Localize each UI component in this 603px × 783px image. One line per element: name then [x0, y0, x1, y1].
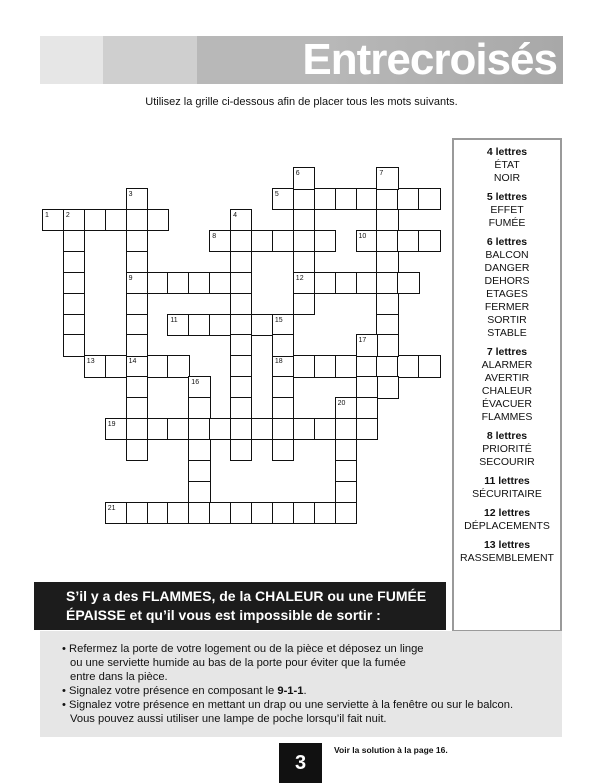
- word-group-heading: 5 lettres: [486, 191, 528, 203]
- grid-cell[interactable]: [272, 334, 294, 356]
- grid-cell[interactable]: [126, 209, 148, 231]
- grid-cell[interactable]: [293, 188, 315, 210]
- word-group-heading: 6 lettres: [486, 236, 528, 248]
- clue-number: 10: [358, 232, 367, 240]
- grid-cell[interactable]: [209, 272, 231, 294]
- grid-cell[interactable]: [63, 314, 85, 336]
- grid-cell[interactable]: [188, 397, 210, 419]
- word-group-heading: 11 lettres: [484, 475, 530, 487]
- grid-cell[interactable]: [126, 397, 148, 419]
- word-item: STABLE: [487, 327, 527, 339]
- warning-line-1: S’il y a des FLAMMES, de la CHALEUR ou une FUMÉE: [66, 588, 427, 604]
- grid-cell[interactable]: [167, 418, 189, 440]
- grid-cell[interactable]: [209, 314, 231, 336]
- clue-number: 11: [170, 316, 178, 324]
- word-item: FLAMMES: [481, 411, 533, 423]
- grid-cell[interactable]: [188, 272, 210, 294]
- grid-cell[interactable]: [335, 188, 357, 210]
- grid-cell[interactable]: [230, 334, 252, 356]
- warning-callout: [34, 582, 446, 630]
- instruction-text: Utilisez la grille ci-dessous afin de placer tous les mots suivants.: [145, 96, 458, 108]
- grid-cell[interactable]: [209, 418, 231, 440]
- grid-cell[interactable]: [293, 502, 315, 524]
- grid-cell[interactable]: [356, 355, 378, 377]
- grid-cell[interactable]: [188, 502, 210, 524]
- word-item: DÉPLACEMENTS: [464, 520, 550, 532]
- clue-number: 20: [337, 400, 346, 408]
- word-item: DANGER: [484, 262, 530, 274]
- grid-cell[interactable]: [188, 418, 210, 440]
- word-group: [454, 430, 560, 469]
- grid-cell[interactable]: [230, 230, 252, 252]
- grid-cell[interactable]: [293, 251, 315, 273]
- grid-cell[interactable]: [147, 272, 169, 294]
- tip-line: entre dans la pièce.: [70, 671, 168, 683]
- word-group: [454, 191, 560, 230]
- word-item: DEHORS: [484, 275, 530, 287]
- grid-cell[interactable]: [335, 355, 357, 377]
- clue-number: 18: [274, 358, 283, 366]
- clue-number: 8: [212, 232, 217, 240]
- grid-cell[interactable]: [230, 272, 252, 294]
- grid-cell[interactable]: [356, 188, 378, 210]
- word-item: PRIORITÉ: [482, 443, 532, 455]
- grid-cell[interactable]: [376, 355, 398, 377]
- grid-cell[interactable]: [230, 397, 252, 419]
- page-title: Entrecroisés: [302, 35, 557, 84]
- grid-cell[interactable]: [376, 376, 398, 398]
- grid-cell[interactable]: [314, 355, 336, 377]
- word-item: RASSEMBLEMENT: [460, 552, 554, 564]
- clue-number: 5: [274, 191, 279, 199]
- grid-cell[interactable]: [126, 376, 148, 398]
- grid-cell[interactable]: [397, 355, 419, 377]
- clue-number: 19: [107, 421, 116, 428]
- clue-number: 2: [65, 212, 70, 219]
- word-bank: [452, 138, 562, 632]
- grid-cell[interactable]: [272, 418, 294, 440]
- tip-text: .: [303, 685, 307, 697]
- grid-cell[interactable]: [376, 272, 398, 294]
- grid-cell[interactable]: [314, 272, 336, 294]
- safety-tips: [40, 631, 562, 737]
- grid-cell[interactable]: [335, 460, 357, 482]
- grid-cell[interactable]: [188, 481, 210, 503]
- grid-cell[interactable]: [293, 209, 315, 231]
- clue-number: 12: [295, 274, 304, 282]
- grid-cell[interactable]: [314, 188, 336, 210]
- word-group: [454, 236, 560, 340]
- solution-note: Voir la solution à la page 16.: [334, 745, 448, 755]
- grid-cell[interactable]: [397, 188, 419, 210]
- grid-cell[interactable]: [84, 209, 106, 231]
- grid-cell[interactable]: [418, 230, 440, 252]
- word-item: SORTIR: [487, 314, 527, 326]
- word-item: FUMÉE: [488, 217, 526, 229]
- clue-number: 13: [86, 358, 95, 366]
- grid-cell[interactable]: [251, 230, 273, 252]
- grid-cell[interactable]: [418, 355, 440, 377]
- grid-cell[interactable]: [272, 376, 294, 398]
- grid-cell[interactable]: [126, 418, 148, 440]
- word-item: EFFET: [490, 204, 524, 216]
- grid-cell[interactable]: [230, 418, 252, 440]
- grid-cell[interactable]: [356, 418, 378, 440]
- tip-line: ou une serviette humide au bas de la porte pour éviter que la fumée: [70, 657, 406, 669]
- grid-cell[interactable]: [293, 293, 315, 315]
- clue-number: 7: [379, 170, 384, 178]
- grid-cell[interactable]: [356, 397, 378, 419]
- word-group: [454, 539, 560, 565]
- grid-cell[interactable]: [126, 334, 148, 356]
- word-item: FERMER: [484, 301, 530, 313]
- grid-cell[interactable]: [314, 418, 336, 440]
- word-item: ALARMER: [481, 359, 533, 371]
- grid-cell[interactable]: [376, 251, 398, 273]
- word-item: ÉVACUER: [482, 398, 532, 410]
- grid-cell[interactable]: [105, 209, 127, 231]
- grid-cell[interactable]: [293, 355, 315, 377]
- grid-cell[interactable]: [272, 439, 294, 461]
- grid-cell[interactable]: [376, 334, 398, 356]
- clue-number: 4: [233, 212, 237, 219]
- grid-cell[interactable]: [376, 188, 398, 210]
- word-group-heading: 13 lettres: [483, 539, 531, 551]
- grid-cell[interactable]: [376, 209, 398, 231]
- grid-cell[interactable]: [251, 314, 273, 336]
- clue-number: 17: [358, 337, 367, 345]
- grid-cell[interactable]: [335, 439, 357, 461]
- grid-cell[interactable]: [209, 502, 231, 524]
- grid-cell[interactable]: [63, 293, 85, 315]
- grid-cell[interactable]: [272, 502, 294, 524]
- grid-cell[interactable]: [230, 293, 252, 315]
- word-group: [454, 146, 560, 185]
- grid-cell[interactable]: [335, 481, 357, 503]
- word-group: [454, 346, 560, 424]
- clue-number: 3: [128, 191, 133, 199]
- word-group: [454, 475, 560, 501]
- grid-cell[interactable]: [230, 502, 252, 524]
- clue-number: 14: [128, 358, 137, 366]
- grid-cell[interactable]: [147, 418, 169, 440]
- grid-cell[interactable]: [397, 230, 419, 252]
- grid-cell[interactable]: [167, 502, 189, 524]
- grid-cell[interactable]: [126, 439, 148, 461]
- grid-cell[interactable]: [188, 314, 210, 336]
- grid-cell[interactable]: [314, 502, 336, 524]
- grid-cell[interactable]: [397, 272, 419, 294]
- word-item: NOIR: [493, 172, 521, 184]
- clue-number: 15: [274, 316, 283, 324]
- word-group: [454, 507, 560, 533]
- grid-cell[interactable]: [376, 230, 398, 252]
- grid-cell[interactable]: [356, 272, 378, 294]
- word-group-heading: 7 lettres: [486, 346, 528, 358]
- grid-cell[interactable]: [188, 439, 210, 461]
- clue-number: 16: [191, 379, 200, 387]
- clue-number: 9: [128, 274, 133, 282]
- grid-cell[interactable]: [63, 230, 85, 252]
- page-number: 3: [279, 743, 322, 783]
- grid-cell[interactable]: [335, 272, 357, 294]
- grid-cell[interactable]: [376, 314, 398, 336]
- tip-line: • Signalez votre présence en mettant un drap ou une serviette à la fenêtre ou sur le balcon.: [62, 699, 514, 711]
- grid-cell[interactable]: [126, 502, 148, 524]
- grid-cell[interactable]: [376, 293, 398, 315]
- word-item: CHALEUR: [481, 385, 533, 397]
- grid-cell[interactable]: [356, 376, 378, 398]
- grid-cell[interactable]: [251, 502, 273, 524]
- emergency-number: 9-1-1: [277, 685, 304, 697]
- grid-cell[interactable]: [63, 251, 85, 273]
- grid-cell[interactable]: [230, 355, 252, 377]
- word-item: BALCON: [485, 249, 529, 261]
- word-group-heading: 4 lettres: [486, 146, 528, 158]
- grid-cell[interactable]: [272, 230, 294, 252]
- word-group-heading: 12 lettres: [483, 507, 531, 519]
- grid-cell[interactable]: [126, 314, 148, 336]
- tip-text: • Signalez votre présence en composant le: [62, 685, 278, 697]
- grid-cell[interactable]: [126, 230, 148, 252]
- grid-cell[interactable]: [63, 272, 85, 294]
- grid-cell[interactable]: [293, 230, 315, 252]
- word-item: ETAGES: [486, 288, 528, 300]
- warning-line-2: ÉPAISSE et qu’il vous est impossible de sortir :: [66, 607, 381, 623]
- tip-line: • Refermez la porte de votre logement ou de la pièce et déposez un linge: [62, 643, 424, 655]
- clue-number: 6: [295, 170, 300, 178]
- tip-line: Vous pouvez aussi utiliser une lampe de poche lorsqu’il fait nuit.: [70, 713, 387, 725]
- grid-cell[interactable]: [230, 314, 252, 336]
- grid-cell[interactable]: [335, 418, 357, 440]
- word-item: AVERTIR: [484, 372, 530, 384]
- word-item: SECOURIR: [479, 456, 535, 468]
- grid-cell[interactable]: [272, 397, 294, 419]
- grid-cell[interactable]: [63, 334, 85, 356]
- word-group-heading: 8 lettres: [486, 430, 528, 442]
- word-item: SÉCURITAIRE: [472, 488, 542, 500]
- grid-cell[interactable]: [105, 355, 127, 377]
- grid-cell[interactable]: [126, 251, 148, 273]
- tip-line: [62, 684, 562, 698]
- grid-cell[interactable]: [230, 439, 252, 461]
- grid-cell[interactable]: [147, 502, 169, 524]
- clue-number: 1: [45, 212, 49, 219]
- grid-cell[interactable]: [147, 209, 169, 231]
- grid-cell[interactable]: [126, 293, 148, 315]
- grid-cell[interactable]: [167, 355, 189, 377]
- grid-cell[interactable]: [147, 355, 169, 377]
- grid-cell[interactable]: [251, 418, 273, 440]
- grid-cell[interactable]: [230, 251, 252, 273]
- grid-cell[interactable]: [230, 376, 252, 398]
- grid-cell[interactable]: [335, 502, 357, 524]
- grid-cell[interactable]: [314, 230, 336, 252]
- grid-cell[interactable]: [418, 188, 440, 210]
- grid-cell[interactable]: [188, 460, 210, 482]
- word-item: ÉTAT: [494, 159, 520, 171]
- grid-cell[interactable]: [293, 418, 315, 440]
- grid-cell[interactable]: [167, 272, 189, 294]
- clue-number: 21: [107, 504, 116, 512]
